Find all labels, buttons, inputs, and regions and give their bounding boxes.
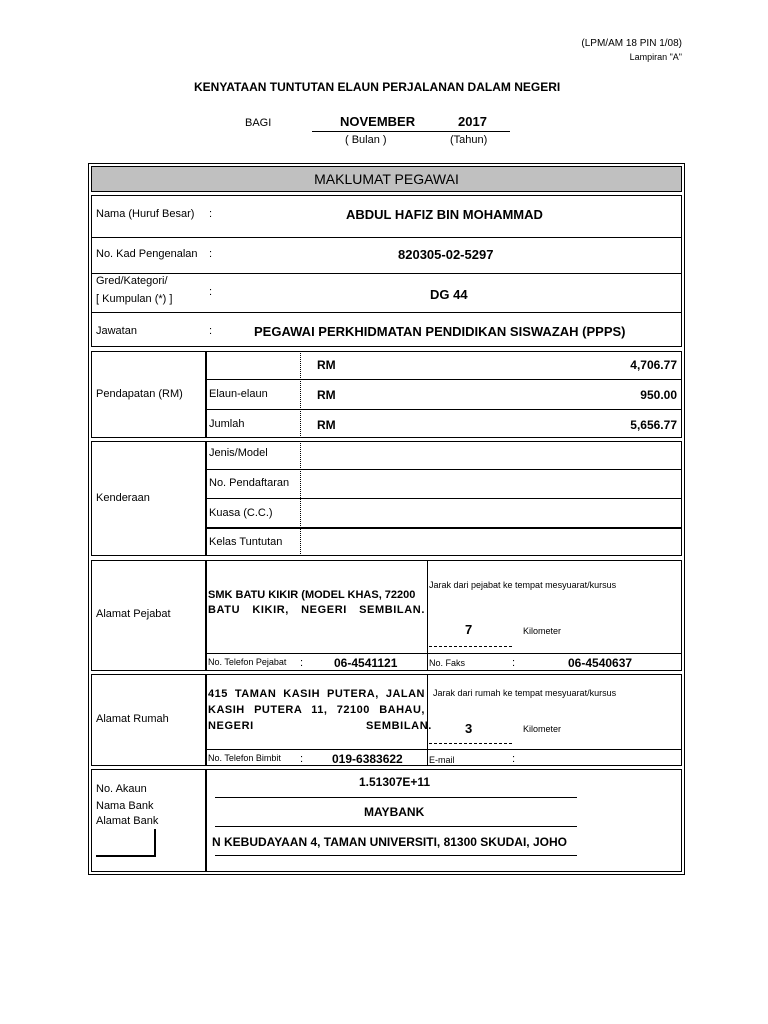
account-number-label: No. Akaun: [96, 783, 147, 795]
form-title: KENYATAAN TUNTUTAN ELAUN PERJALANAN DALAM NEGERI: [194, 80, 561, 94]
bank-label-bracket: [96, 829, 156, 857]
allowance-amount: 950.00: [640, 388, 677, 402]
office-distance-label: Jarak dari pejabat ke tempat mesyuarat/kursus: [429, 580, 617, 590]
divider: [205, 749, 682, 750]
grade-label-line-2: [ Kumpulan (*) ]: [96, 293, 173, 305]
month-caption: ( Bulan ): [345, 134, 387, 146]
office-address-line-2: BATU KIKIR, NEGERI SEMBILAN.: [208, 604, 425, 616]
office-address-line-1: SMK BATU KIKIR (MODEL KHAS, 72200: [208, 589, 416, 601]
bank-address-value: N KEBUDAYAAN 4, TAMAN UNIVERSITI, 81300 SKUDAI, JOHO: [212, 835, 567, 849]
currency: RM: [317, 358, 336, 372]
currency: RM: [317, 418, 336, 432]
mobile-phone-value: 019-6383622: [332, 752, 403, 766]
divider: [91, 237, 682, 238]
account-number-value: 1.51307E+11: [359, 775, 431, 789]
divider: [205, 674, 207, 766]
colon: :: [512, 657, 516, 669]
home-address-line-2: KASIH PUTERA 11, 72100 BAHAU,: [208, 704, 425, 716]
bank-address-label: Alamat Bank: [96, 815, 159, 827]
fax-label: No. Faks: [429, 658, 466, 668]
divider: [205, 527, 682, 529]
divider: [215, 855, 577, 856]
colon: :: [512, 753, 516, 765]
mobile-phone-label: No. Telefon Bimbit: [208, 753, 281, 763]
grade-label-line-1: Gred/Kategori/: [96, 275, 168, 287]
home-address-line-1: 415 TAMAN KASIH PUTERA, JALAN: [208, 688, 425, 700]
total-amount: 5,656.77: [630, 418, 677, 432]
email-label: E-mail: [429, 755, 455, 765]
divider: [205, 560, 207, 671]
fax-value: 06-4540637: [568, 656, 633, 670]
divider: [205, 379, 682, 380]
income-row-label: Jumlah: [209, 418, 245, 430]
bank-address-clip: [212, 834, 577, 852]
colon: :: [209, 208, 213, 220]
colon: :: [209, 286, 213, 298]
claim-year: 2017: [458, 114, 487, 129]
office-address-label: Alamat Pejabat: [96, 608, 171, 620]
divider: [91, 312, 682, 313]
income-row-label: Elaun-elaun: [209, 388, 268, 400]
divider: [427, 560, 428, 671]
divider: [300, 441, 301, 556]
currency: RM: [317, 388, 336, 402]
office-phone-value: 06-4541121: [334, 656, 398, 670]
divider: [205, 351, 207, 438]
divider: [205, 769, 207, 872]
name-label: Nama (Huruf Besar): [96, 208, 195, 220]
bagi-label: BAGI: [245, 117, 272, 129]
grade-value: DG 44: [430, 287, 468, 302]
home-distance-value: 3: [465, 721, 473, 736]
section-title: MAKLUMAT PEGAWAI: [314, 171, 459, 187]
divider: [205, 469, 682, 470]
divider: [215, 826, 577, 827]
home-distance-label: Jarak dari rumah ke tempat mesyuarat/kursus: [433, 688, 617, 698]
colon: :: [300, 657, 304, 669]
ic-number: 820305-02-5297: [398, 247, 494, 262]
ic-label: No. Kad Pengenalan: [96, 248, 198, 260]
income-label: Pendapatan (RM): [96, 388, 183, 400]
divider: [205, 653, 682, 654]
colon: :: [209, 248, 213, 260]
bank-name-label: Nama Bank: [96, 800, 154, 812]
claim-class-label: Kelas Tuntutan: [209, 536, 283, 548]
divider: [205, 409, 682, 410]
annex-label: Lampiran "A": [629, 52, 682, 62]
divider: [205, 498, 682, 499]
position-label: Jawatan: [96, 325, 137, 337]
distance-underline: [429, 743, 512, 744]
position-value: PEGAWAI PERKHIDMATAN PENDIDIKAN SISWAZAH (PPPS): [254, 324, 626, 339]
office-distance-value: 7: [465, 622, 473, 637]
colon: :: [209, 325, 213, 337]
claim-month: NOVEMBER: [340, 114, 416, 129]
bank-name-value: MAYBANK: [364, 805, 425, 819]
vehicle-model-label: Jenis/Model: [209, 447, 268, 459]
office-phone-label: No. Telefon Pejabat: [208, 657, 287, 667]
basic-salary-amount: 4,706.77: [630, 358, 677, 372]
distance-unit: Kilometer: [523, 724, 562, 734]
home-address-label: Alamat Rumah: [96, 713, 169, 725]
year-caption: (Tahun): [450, 134, 488, 146]
month-year-underline: [312, 131, 510, 132]
distance-unit: Kilometer: [523, 626, 562, 636]
divider: [300, 351, 301, 438]
distance-underline: [429, 646, 512, 647]
vehicle-registration-label: No. Pendaftaran: [209, 477, 290, 489]
divider: [91, 273, 682, 274]
vehicle-label: Kenderaan: [96, 492, 150, 504]
home-address-line-3-end: SEMBILAN.: [366, 720, 432, 732]
vehicle-cc-label: Kuasa (C.C.): [209, 507, 273, 519]
colon: :: [300, 753, 304, 765]
form-reference: (LPM/AM 18 PIN 1/08): [581, 38, 682, 49]
employee-name: ABDUL HAFIZ BIN MOHAMMAD: [346, 207, 543, 222]
divider: [215, 797, 577, 798]
home-address-line-3-start: NEGERI: [208, 720, 254, 732]
